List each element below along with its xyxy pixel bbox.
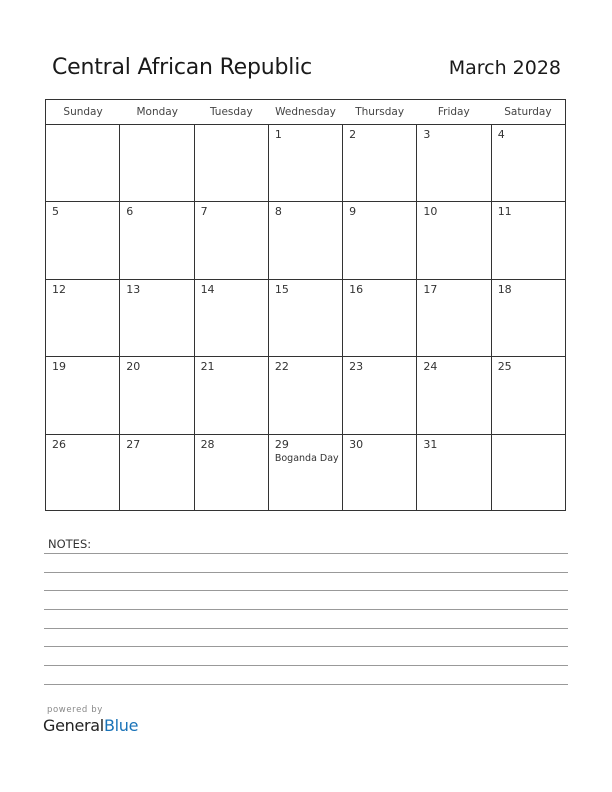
day-cell [417,280,491,356]
day-cell [195,125,269,201]
day-number: 9 [349,205,357,219]
day-cell [120,357,194,433]
note-line [44,572,568,573]
notes-label: NOTES: [48,537,92,551]
day-number: 27 [126,437,141,451]
calendar-week-row [46,280,565,357]
day-cell [269,280,343,356]
calendar-grid [45,99,566,511]
note-line [44,590,568,591]
weekday-friday: Friday [437,106,470,118]
day-number: 1 [274,128,282,141]
note-line [44,628,568,629]
weekday-thursday: Thursday [355,106,405,118]
day-number: 18 [497,282,512,296]
day-cell [343,357,417,433]
day-cell [46,202,120,278]
day-number: 23 [349,360,364,374]
holiday-label: Boganda Day [274,452,339,464]
weekday-saturday: Saturday [504,106,552,118]
day-cell [343,202,417,278]
day-cell [269,125,343,201]
day-number: 21 [200,360,215,374]
day-number: 28 [200,437,215,451]
day-cell [120,280,194,356]
calendar-country-title: Central African Republic [52,55,313,80]
day-cell [343,125,417,201]
calendar-week-row [46,357,565,434]
weekday-monday: Monday [136,106,178,118]
calendar-month-title: March 2028 [448,57,561,79]
weekday-wednesday: Wednesday [275,106,336,118]
day-cell [417,435,491,511]
note-line [44,665,568,666]
calendar-week-row [46,125,565,202]
weekday-sunday: Sunday [63,106,103,118]
note-line [44,646,568,647]
day-number: 11 [497,205,512,219]
day-number: 3 [423,128,431,141]
day-number: 13 [126,282,141,296]
day-number: 16 [349,282,364,296]
day-number: 30 [349,437,364,451]
weekday-tuesday: Tuesday [209,106,253,118]
day-cell [195,202,269,278]
day-cell [492,280,565,356]
day-cell [269,357,343,433]
day-number: 14 [200,282,215,296]
day-cell [417,357,491,433]
day-number: 4 [497,128,505,141]
day-cell [46,435,120,511]
day-number: 17 [423,282,438,296]
day-number: 22 [274,360,289,374]
generalblue-logo[interactable] [43,716,138,735]
weekday-header-row [46,100,565,125]
day-cell [343,435,417,511]
day-cell [195,435,269,511]
day-cell [492,125,565,201]
day-cell [417,125,491,201]
day-cell [46,357,120,433]
day-number: 24 [423,360,438,374]
day-cell [46,125,120,201]
calendar-weeks [46,125,565,511]
day-cell [120,125,194,201]
day-number: 19 [52,360,66,374]
brand-general-text: General [43,716,104,735]
day-number: 25 [497,360,512,374]
day-number: 5 [52,205,59,219]
day-number: 2 [349,128,357,141]
note-line [44,609,568,610]
note-line [44,553,568,554]
day-cell [417,202,491,278]
day-cell [492,435,565,511]
day-cell [343,280,417,356]
day-cell [120,435,194,511]
day-number: 10 [423,205,438,219]
day-cell [269,202,343,278]
brand-blue-text: Blue [103,716,139,735]
calendar-week-row [46,435,565,511]
day-cell [492,357,565,433]
day-number: 7 [200,205,208,219]
day-cell [195,280,269,356]
day-cell [120,202,194,278]
powered-by-text: powered by [47,705,103,715]
day-number: 29 [274,437,289,451]
day-cell [46,280,120,356]
day-number: 8 [274,205,282,219]
day-cell [492,202,565,278]
day-number: 12 [52,282,66,296]
day-cell [269,435,343,511]
note-line [44,684,568,685]
day-number: 26 [52,437,66,451]
calendar-week-row [46,202,565,279]
day-number: 6 [126,205,134,219]
day-number: 15 [274,282,289,296]
day-number: 20 [126,360,141,374]
day-cell [195,357,269,433]
day-number: 31 [423,437,438,451]
